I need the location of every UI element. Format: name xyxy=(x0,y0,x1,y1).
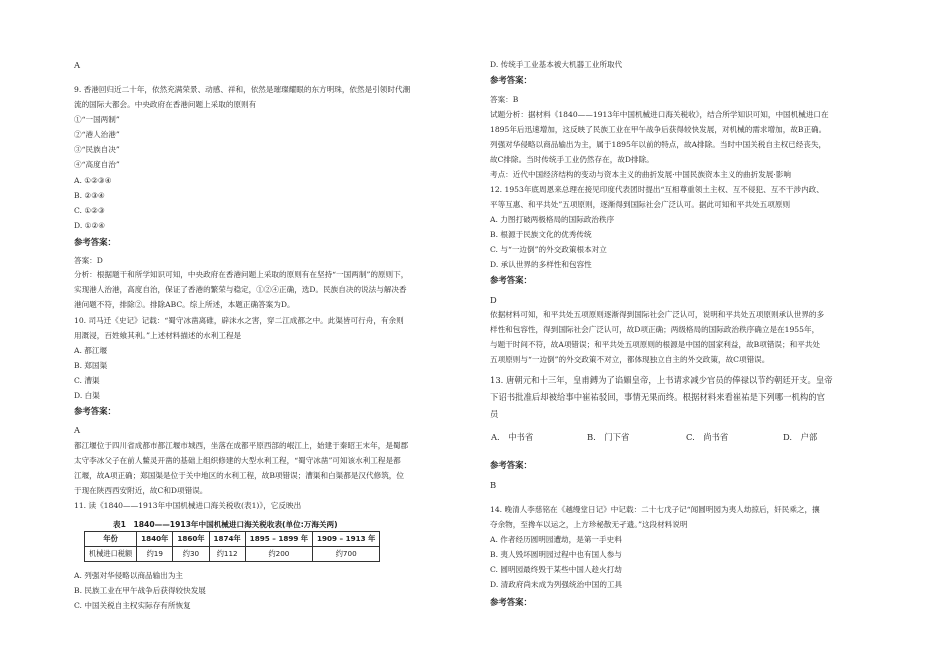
right-text-line: 列强对华侵略以商品输出为主，属于1895年以前的特点，故A排除。当时中国关税自主权已经丧失， xyxy=(490,140,827,149)
q13-option-b: B. 门下省 xyxy=(587,432,630,442)
left-text-line: ④“高度自治” xyxy=(74,160,120,169)
right-text-line: 答案：B xyxy=(490,95,519,104)
right-text-line: 故C排除。当时传统手工业仍然存在，故D排除。 xyxy=(490,155,654,164)
left-text-line: 答案：D xyxy=(74,256,103,265)
right-text-line: 1895年后迅速增加，这反映了民族工业在甲午战争后获得较快发展，对机械的需求增加，故B正确。 xyxy=(490,125,827,134)
table-cell: 机械进口税额 xyxy=(85,547,137,562)
right-text-line: 试题分析：据材料《1840——1913年中国机械进口海关税收》，结合所学知识可知，中国机械进口在 xyxy=(490,110,829,119)
left-text-line: 用溉浸，百姓飨其利。”上述材料描述的水利工程是 xyxy=(74,331,242,340)
left-text-line: 11. 读《1840——1913年中国机械进口海关税收(表1)》，它反映出 xyxy=(74,501,302,510)
left-text-line: D. ①②④ xyxy=(74,221,106,230)
left-text-line: 10. 司马迁《史记》记载：“蜀守冰凿离碓，辟沫水之害，穿二江成都之中。此渠皆可行舟，有余则 xyxy=(74,316,404,325)
table-cell: 约200 xyxy=(245,547,312,562)
right-text-line: 参考答案： xyxy=(490,75,532,85)
right-text-line: D. 承认世界的多样性和包容性 xyxy=(490,260,592,269)
tariff-table xyxy=(84,531,380,562)
table-header-row xyxy=(85,532,380,547)
right-text-line: B. 夷人毁坏圆明园过程中也有国人参与 xyxy=(490,550,622,559)
right-text-line: D xyxy=(490,295,497,305)
left-text-line: 9. 香港回归近二十年，依然充满荣景、动感、祥和，依然是璀璨耀眼的东方明珠，依然是引领时代潮 xyxy=(74,85,411,94)
table-cell: 1895 – 1899 年 xyxy=(245,532,312,547)
left-text-line: C. 中国关税自主权实际存有所恢复 xyxy=(74,601,191,610)
right-text-line: 13. 唐朝元和十三年，皇甫鎛为了谄媚皇帝，上书请求减少官员的俸禄以节约朝廷开支。皇帝 xyxy=(490,375,833,385)
left-text-line: 流的国际大都会。中央政府在香港问题上采取的原则有 xyxy=(74,100,257,109)
q13-option-d: D. 户部 xyxy=(783,432,818,442)
left-text-line: A. 都江堰 xyxy=(74,346,108,355)
right-text-line: 考点：近代中国经济结构的变动与资本主义的曲折发展·中国民族资本主义的曲折发展·影响 xyxy=(490,170,791,179)
right-text-line: A. 力图打破两极格局的国际政治秩序 xyxy=(490,215,615,224)
left-text-line: 太守李冰父子在前人鳖灵开凿的基础上组织修建的大型水利工程，“蜀守冰凿”可知该水利工程是都 xyxy=(74,456,401,465)
left-text-line: A. 列强对华侵略以商品输出为主 xyxy=(74,571,184,580)
left-text-line: 都江堰位于四川省成都市都江堰市城西，坐落在成都平原西部的岷江上，始建于秦昭王末年，是蜀郡 xyxy=(74,441,409,450)
left-text-line: 港问题不符，排除②。排除ABC。综上所述，本题正确答案为D。 xyxy=(74,300,295,309)
right-text-line: B xyxy=(490,480,497,490)
right-text-line: 员 xyxy=(490,409,499,419)
right-text-line: B. 根源于民族文化的优秀传统 xyxy=(490,230,592,239)
table-caption: 表1 1840——1913年中国机械进口海关税收表(单位:万海关两) xyxy=(113,520,338,529)
left-text-line: ①“一国两制” xyxy=(74,115,120,124)
left-text-line: 江堰，故A项正确；郑国渠是位于关中地区的水利工程，故B项错误；漕渠和白渠都是汉代修筑，位 xyxy=(74,471,404,480)
table-cell: 年份 xyxy=(85,532,137,547)
left-text-line: C. ①②③ xyxy=(74,206,105,215)
left-text-line: 于现在陕西西安附近，故C和D项错误。 xyxy=(74,486,208,495)
right-text-line: A. 作者经历圆明园遭劫，是第一手史料 xyxy=(490,535,622,544)
right-text-line: 依据材料可知，和平共处五项原则逐渐得到国际社会广泛认可，说明和平共处五项原则承认世界的多 xyxy=(490,310,825,319)
table-cell: 1840年 xyxy=(137,532,173,547)
table-cell: 1860年 xyxy=(173,532,209,547)
table-cell: 1874年 xyxy=(209,532,245,547)
right-text-line: 夺余物，至搀车以运之，上方珍秘散无孑遗。”这段材料说明 xyxy=(490,520,688,529)
left-text-line: ②“港人治港” xyxy=(74,130,120,139)
right-text-line: C. 与“一边倒”的外交政策根本对立 xyxy=(490,245,607,254)
right-text-line: 12. 1953年底周恩来总理在接见印度代表团时提出“互相尊重领土主权、互不侵犯、互不干涉内政、 xyxy=(490,185,824,194)
table-cell: 1909 – 1913 年 xyxy=(313,532,380,547)
right-text-line: 与题干时间不符，故A项错误；和平共处五项原则的根源是中国的国家利益，故B项错误；和平共处 xyxy=(490,340,820,349)
left-text-line: B. 郑国渠 xyxy=(74,361,108,370)
right-text-line: 参考答案： xyxy=(490,597,532,607)
right-text-line: D. 传统手工业基本被大机器工业所取代 xyxy=(490,60,623,69)
left-text-line: A xyxy=(74,60,81,70)
table-cell: 约112 xyxy=(209,547,245,562)
left-text-line: D. 白渠 xyxy=(74,391,100,400)
left-text-line: B. 民族工业在甲午战争后获得较快发展 xyxy=(74,586,206,595)
right-text-line: 样性和包容性，得到国际社会广泛认可，故D项正确；两级格局的国际政治秩序确立是在1955年， xyxy=(490,325,820,334)
table-cell: 约19 xyxy=(137,547,173,562)
left-text-line: 实现港人治港，高度自治，保证了香港的繁荣与稳定，①②④正确，选D。民族自决的说法与解决香 xyxy=(74,285,407,294)
right-text-line: 参考答案： xyxy=(490,460,532,470)
table-cell: 约700 xyxy=(313,547,380,562)
left-text-line: B. ②③④ xyxy=(74,191,105,200)
left-text-line: A xyxy=(74,425,81,435)
table-cell: 约30 xyxy=(173,547,209,562)
q13-option-a: A. 中书省 xyxy=(491,432,534,442)
right-text-line: D. 清政府尚未成为列强统治中国的工具 xyxy=(490,580,623,589)
left-text-line: 参考答案： xyxy=(74,406,116,416)
right-text-line: 14. 晚清人李慈铭在《越缦堂日记》中记载：二十七戊子记“闻圆明园为夷人劫掠后，奸民乘之，攘 xyxy=(490,505,820,514)
q13-option-c: C. 尚书省 xyxy=(686,432,729,442)
left-text-line: ③“民族自决” xyxy=(74,145,120,154)
left-text-line: C. 漕渠 xyxy=(74,376,100,385)
right-text-line: 平等互惠、和平共处”五项原则，逐渐得到国际社会广泛认可。据此可知和平共处五项原则 xyxy=(490,200,791,209)
right-text-line: 五项原则与“一边倒”的外交政策不对立，都体现独立自主的外交政策，故C项错误。 xyxy=(490,355,770,364)
right-text-line: 下诏书批准后却被给事中崔祐驳回，事情无果而终。根据材料来看崔祐是下列哪一机构的官 xyxy=(490,392,825,402)
left-text-line: 参考答案： xyxy=(74,237,116,247)
left-text-line: A. ①②③④ xyxy=(74,176,112,185)
right-text-line: C. 圆明园最终毁于某些中国人趁火打劫 xyxy=(490,565,622,574)
right-text-line: 参考答案： xyxy=(490,275,532,285)
left-text-line: 分析：根据题干和所学知识可知，中央政府在香港问题上采取的原则有在坚持“一国两制”的原则下， xyxy=(74,270,409,279)
table-row xyxy=(85,547,380,562)
